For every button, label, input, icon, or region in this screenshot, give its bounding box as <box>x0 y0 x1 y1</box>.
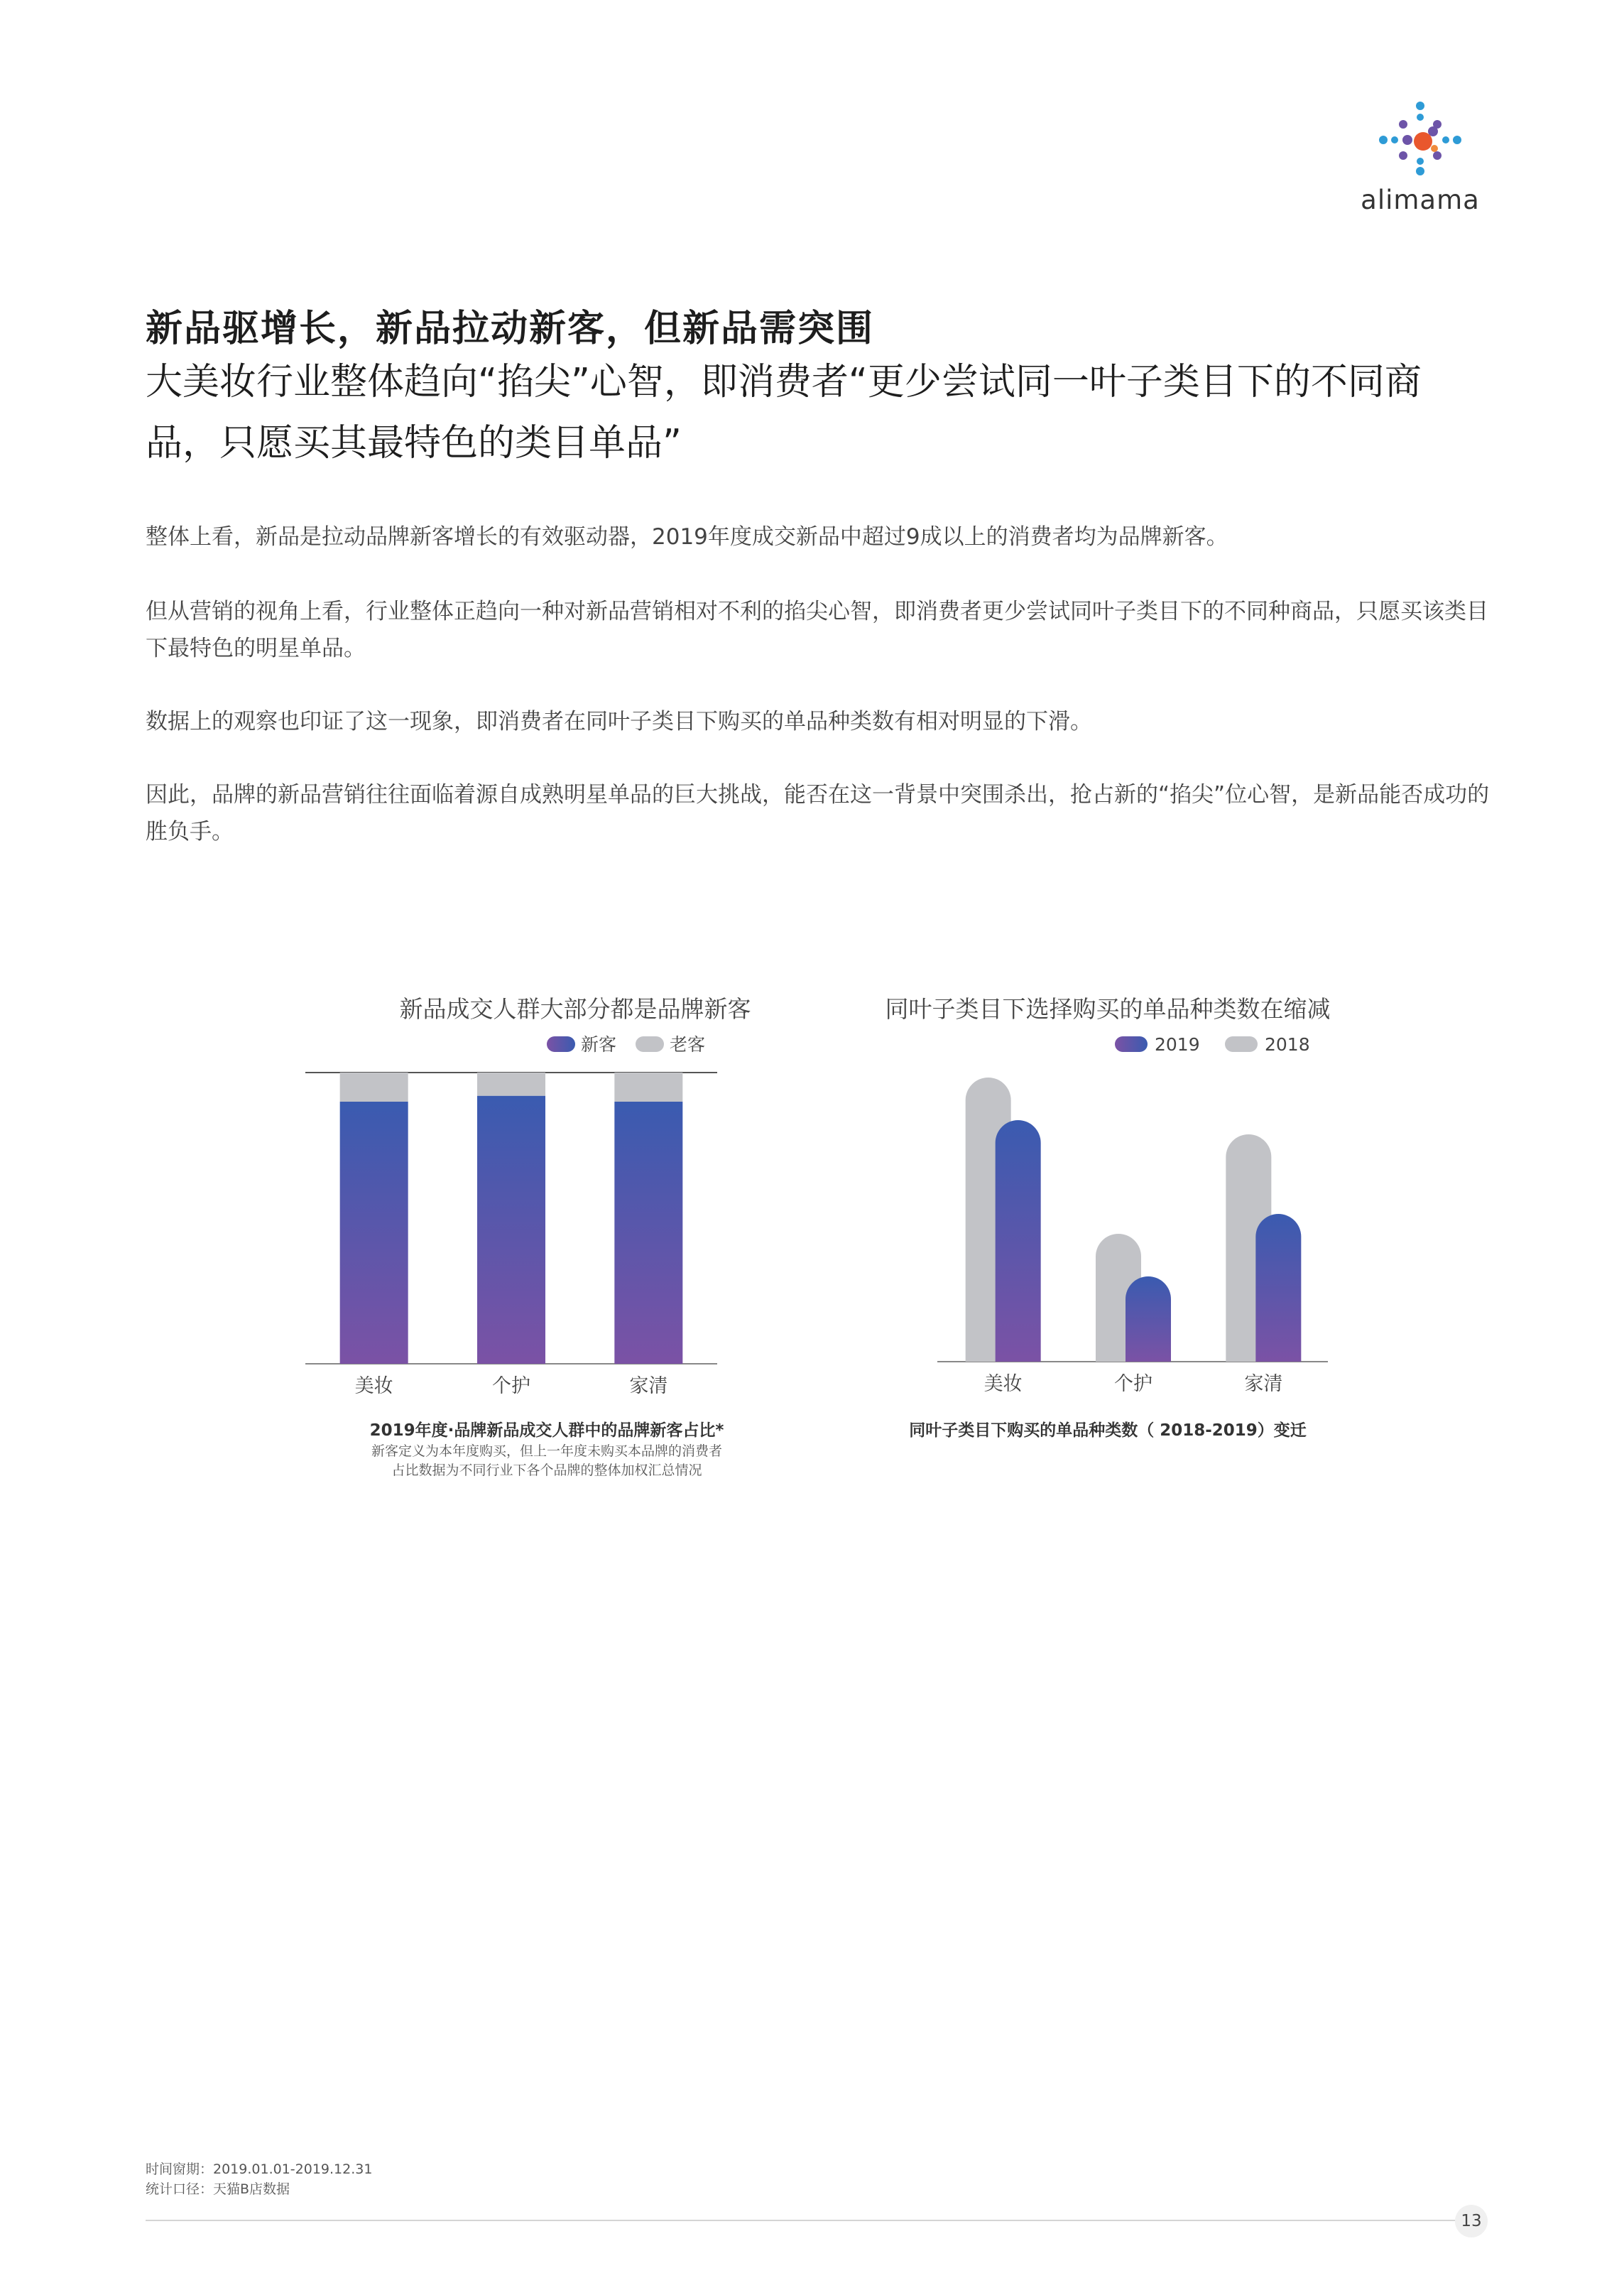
chart2-legend-label-2019: 2019 <box>1155 1034 1200 1055</box>
chart2-legend-swatch-2018 <box>1225 1036 1258 1052</box>
alimama-logo-mark <box>1370 96 1470 181</box>
chart2-x-tick-2: 家清 <box>1244 1373 1283 1395</box>
alimama-wordmark: alimama <box>1361 185 1480 215</box>
chart2-title: 同叶子类目下选择购买的单品种类数在缩减 <box>885 995 1331 1023</box>
paragraph-3: 数据上的观察也印证了这一现象，即消费者在同叶子类目下购买的单品种类数有相对明显的下滑。 <box>146 709 1092 734</box>
footer-source: 统计口径：天猫B店数据 <box>146 2181 290 2197</box>
chart1-bar-old-0 <box>340 1073 408 1102</box>
chart2-legend-swatch-2019 <box>1115 1036 1148 1052</box>
page-number: 13 <box>1455 2205 1488 2237</box>
chart1-legend-label-old: 老客 <box>670 1034 706 1055</box>
chart2-grouped-bar <box>916 1023 1356 1406</box>
chart1-x-tick-2: 家清 <box>629 1375 668 1397</box>
chart2-bar-2019-0 <box>996 1120 1041 1362</box>
chart2-legend-label-2018: 2018 <box>1265 1034 1310 1055</box>
paragraph-1: 整体上看，新品是拉动品牌新客增长的有效驱动器，2019年度成交新品中超过9成以上的消费者均为品牌新客。 <box>146 524 1228 550</box>
chart1-title: 新品成交人群大部分都是品牌新客 <box>399 995 751 1023</box>
chart2-bar-2019-2 <box>1255 1214 1301 1362</box>
chart2-bar-2019-1 <box>1126 1276 1171 1362</box>
chart1-bar-new-1 <box>477 1096 545 1364</box>
chart1-bar-old-2 <box>614 1073 682 1102</box>
section-subheading: 大美妆行业整体趋向“掐尖”心智，即消费者“更少尝试同一叶子类目下的不同商品，只愿买其最特色的类目单品” <box>146 361 1422 465</box>
chart1-bar-new-0 <box>340 1102 408 1364</box>
chart1-legend-swatch-old <box>636 1036 664 1052</box>
chart2-caption: 同叶子类目下购买的单品种类数（ 2018-2019）变迁 <box>909 1421 1307 1440</box>
chart2-x-tick-1: 个护 <box>1114 1373 1152 1395</box>
chart2-x-tick-0: 美妆 <box>983 1373 1023 1395</box>
chart1-bar-new-2 <box>614 1102 682 1364</box>
paragraph-4: 因此，品牌的新品营销往往面临着源自成熟明星单品的巨大挑战，能否在这一背景中突围杀出，抢占新的“掐尖”位心智，是新品能否成功的胜负手。 <box>146 782 1490 845</box>
alimama-logo <box>1349 96 1491 217</box>
chart1-footnote-line-2: 占比数据为不同行业下各个品牌的整体加权汇总情况 <box>391 1463 702 1478</box>
chart1-bar-old-1 <box>477 1073 545 1096</box>
footer-period: 时间窗期：2019.01.01-2019.12.31 <box>146 2161 373 2177</box>
section-heading: 新品驱增长，新品拉动新客，但新品需突围 <box>146 308 875 350</box>
paragraph-2: 但从营销的视角上看，行业整体正趋向一种对新品营销相对不利的掐尖心智，即消费者更少尝试同叶子类目下的不同种商品，只愿买该类目下最特色的明星单品。 <box>146 599 1488 661</box>
chart1-stacked-bar <box>298 1023 795 1421</box>
footer-divider <box>146 2220 1463 2221</box>
chart1-x-tick-1: 个护 <box>492 1375 530 1397</box>
chart1-footnote-line-1: 新客定义为本年度购买，但上一年度未购买本品牌的消费者 <box>371 1443 722 1459</box>
chart1-legend-label-new: 新客 <box>581 1034 617 1055</box>
chart1-legend-swatch-new <box>547 1036 575 1052</box>
chart1-footnote <box>291 1442 802 1480</box>
chart1-x-tick-0: 美妆 <box>354 1375 393 1397</box>
chart1-caption: 2019年度·品牌新品成交人群中的品牌新客占比* <box>369 1421 724 1440</box>
